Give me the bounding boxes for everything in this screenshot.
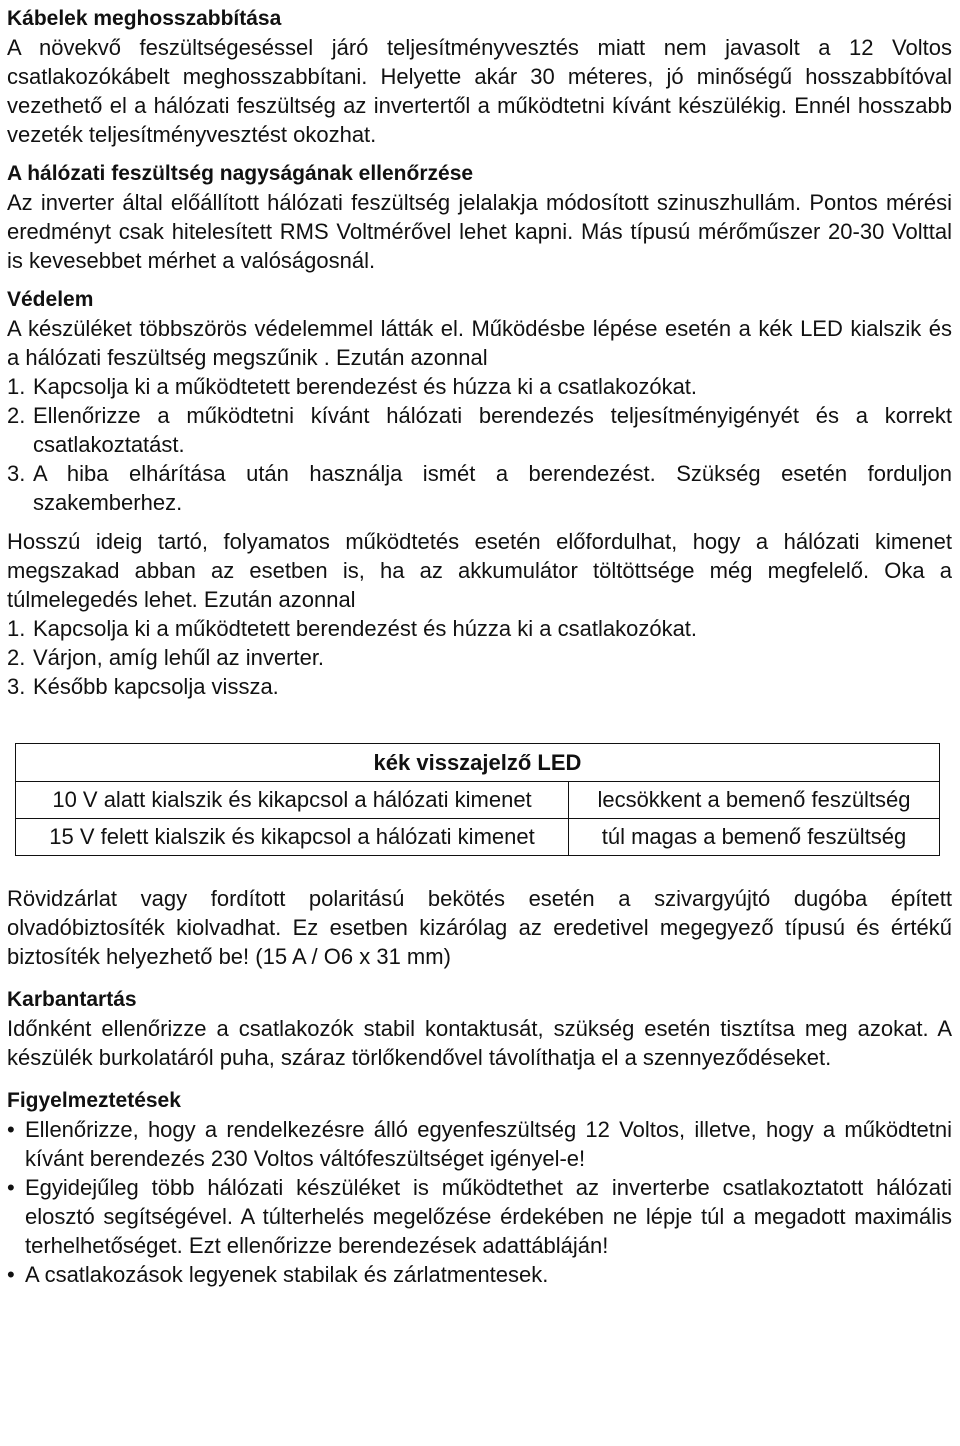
list-item [7,1115,952,1173]
list-item [7,401,952,459]
step-number: 2. [7,645,26,670]
step-text: A hiba elhárítása után használja ismét a berendezést. Szükség esetén forduljon szakemberhez. [33,461,952,515]
list-item [7,459,952,517]
table-cell-meaning: túl magas a bemenő feszültség [569,819,940,856]
protection-steps [7,372,952,517]
heading-cable-extension: Kábelek meghosszabbítása [7,7,282,30]
step-text: Ellenőrizze a működtetni kívánt hálózati berendezés teljesítményigényét és a korrekt csatlakoztatást. [33,403,952,457]
heading-maintenance: Karbantartás [7,988,137,1011]
list-item [7,672,952,701]
step-text: Kapcsolja ki a működtetett berendezést és húzza ki a csatlakozókat. [33,374,698,399]
table-row [16,782,940,819]
table-row [16,819,940,856]
warning-text: Egyidejűleg több hálózati készüléket is működtethet az inverterbe csatlakoztatott hálózati elosztó segítségével. A túlterhelés megelőzése érdekében ne lépje túl a megadott maximális terhelhetőséget. Ezt ellenőrizze berendezések adattábláján! [25,1175,952,1258]
section-protection [7,285,952,517]
paragraph-overheat: Hosszú ideig tartó, folyamatos működtetés esetén előfordulhat, hogy a hálózati kimenet megszakad abban az esetben is, ha az akkumulátor töltöttsége még megfelelő. Oka a túlmelegedés lehet. Ezután azonnal [7,529,952,612]
paragraph-protection: A készüléket többszörös védelemmel látták el. Működésbe lépése esetén a kék LED kialszik és a hálózati feszültség megszűnik . Ezután azonnal [7,316,952,370]
section-maintenance [7,985,952,1072]
warnings-list [7,1115,952,1289]
list-item [7,1173,952,1260]
step-number: 3. [7,461,26,486]
heading-protection: Védelem [7,288,94,311]
warning-text: Ellenőrizze, hogy a rendelkezésre álló egyenfeszültség 12 Voltos, illetve, hogy a működtetni kívánt berendezés 230 Voltos váltófeszültséget igényel-e! [25,1117,952,1171]
section-warnings [7,1086,952,1289]
step-text: Kapcsolja ki a működtetett berendezést és húzza ki a csatlakozókat. [33,616,698,641]
step-text: Várjon, amíg lehűl az inverter. [33,645,325,670]
bullet-icon: • [7,1175,15,1200]
bullet-icon: • [7,1262,15,1287]
bullet-icon: • [7,1117,15,1142]
section-voltage-check [7,159,952,275]
heading-warnings: Figyelmeztetések [7,1089,181,1112]
section-cable-extension [7,4,952,149]
step-text: Később kapcsolja vissza. [33,674,279,699]
table-cell-condition: 15 V felett kialszik és kikapcsol a hálózati kimenet [16,819,569,856]
list-item [7,1260,952,1289]
step-number: 2. [7,403,26,428]
table-header: kék visszajelző LED [16,744,940,782]
paragraph-voltage-check: Az inverter által előállított hálózati feszültség jelalakja módosított szinuszhullám. Pontos mérési eredményt csak hitelesített RMS Voltmérővel lehet kapni. Más típusú mérőműszer 20-30 Volttal is kevesebbet mérhet a valóságosnál. [7,190,952,273]
led-indicator-table [15,743,940,856]
list-item [7,643,952,672]
step-number: 3. [7,674,26,699]
step-number: 1. [7,616,26,641]
table-cell-condition: 10 V alatt kialszik és kikapcsol a hálózati kimenet [16,782,569,819]
paragraph-maintenance: Időnként ellenőrizze a csatlakozók stabil kontaktusát, szükség esetén tisztítsa meg azokat. A készülék burkolatáról puha, száraz törlőkendővel távolíthatja el a szennyeződéseket. [7,1016,952,1070]
paragraph-fuse: Rövidzárlat vagy fordított polaritású bekötés esetén a szivargyújtó dugóba épített olvadóbiztosíték kiolvadhat. Ez esetben kizárólag az eredetivel megegyező típusú és értékű biztosíték helyezhető be! (15 A / O6 x 31 mm) [7,886,952,969]
step-number: 1. [7,374,26,399]
table-header-row [16,744,940,782]
overheat-steps [7,614,952,701]
warning-text: A csatlakozások legyenek stabilak és zárlatmentesek. [25,1262,549,1287]
table-cell-meaning: lecsökkent a bemenő feszültség [569,782,940,819]
paragraph-cable-extension: A növekvő feszültségeséssel járó teljesítményvesztés miatt nem javasolt a 12 Voltos csatlakozókábelt meghosszabbítani. Helyette akár 30 méteres, jó minőségű hosszabbítóval vezethető el a hálózati feszültség az invertertől a működtetni kívánt készülékig. Ennél hosszabb vezeték teljesítményvesztést okozhat. [7,35,952,147]
section-overheat [7,527,952,701]
list-item [7,372,952,401]
heading-voltage-check: A hálózati feszültség nagyságának ellenőrzése [7,162,474,185]
list-item [7,614,952,643]
section-fuse [7,884,952,971]
